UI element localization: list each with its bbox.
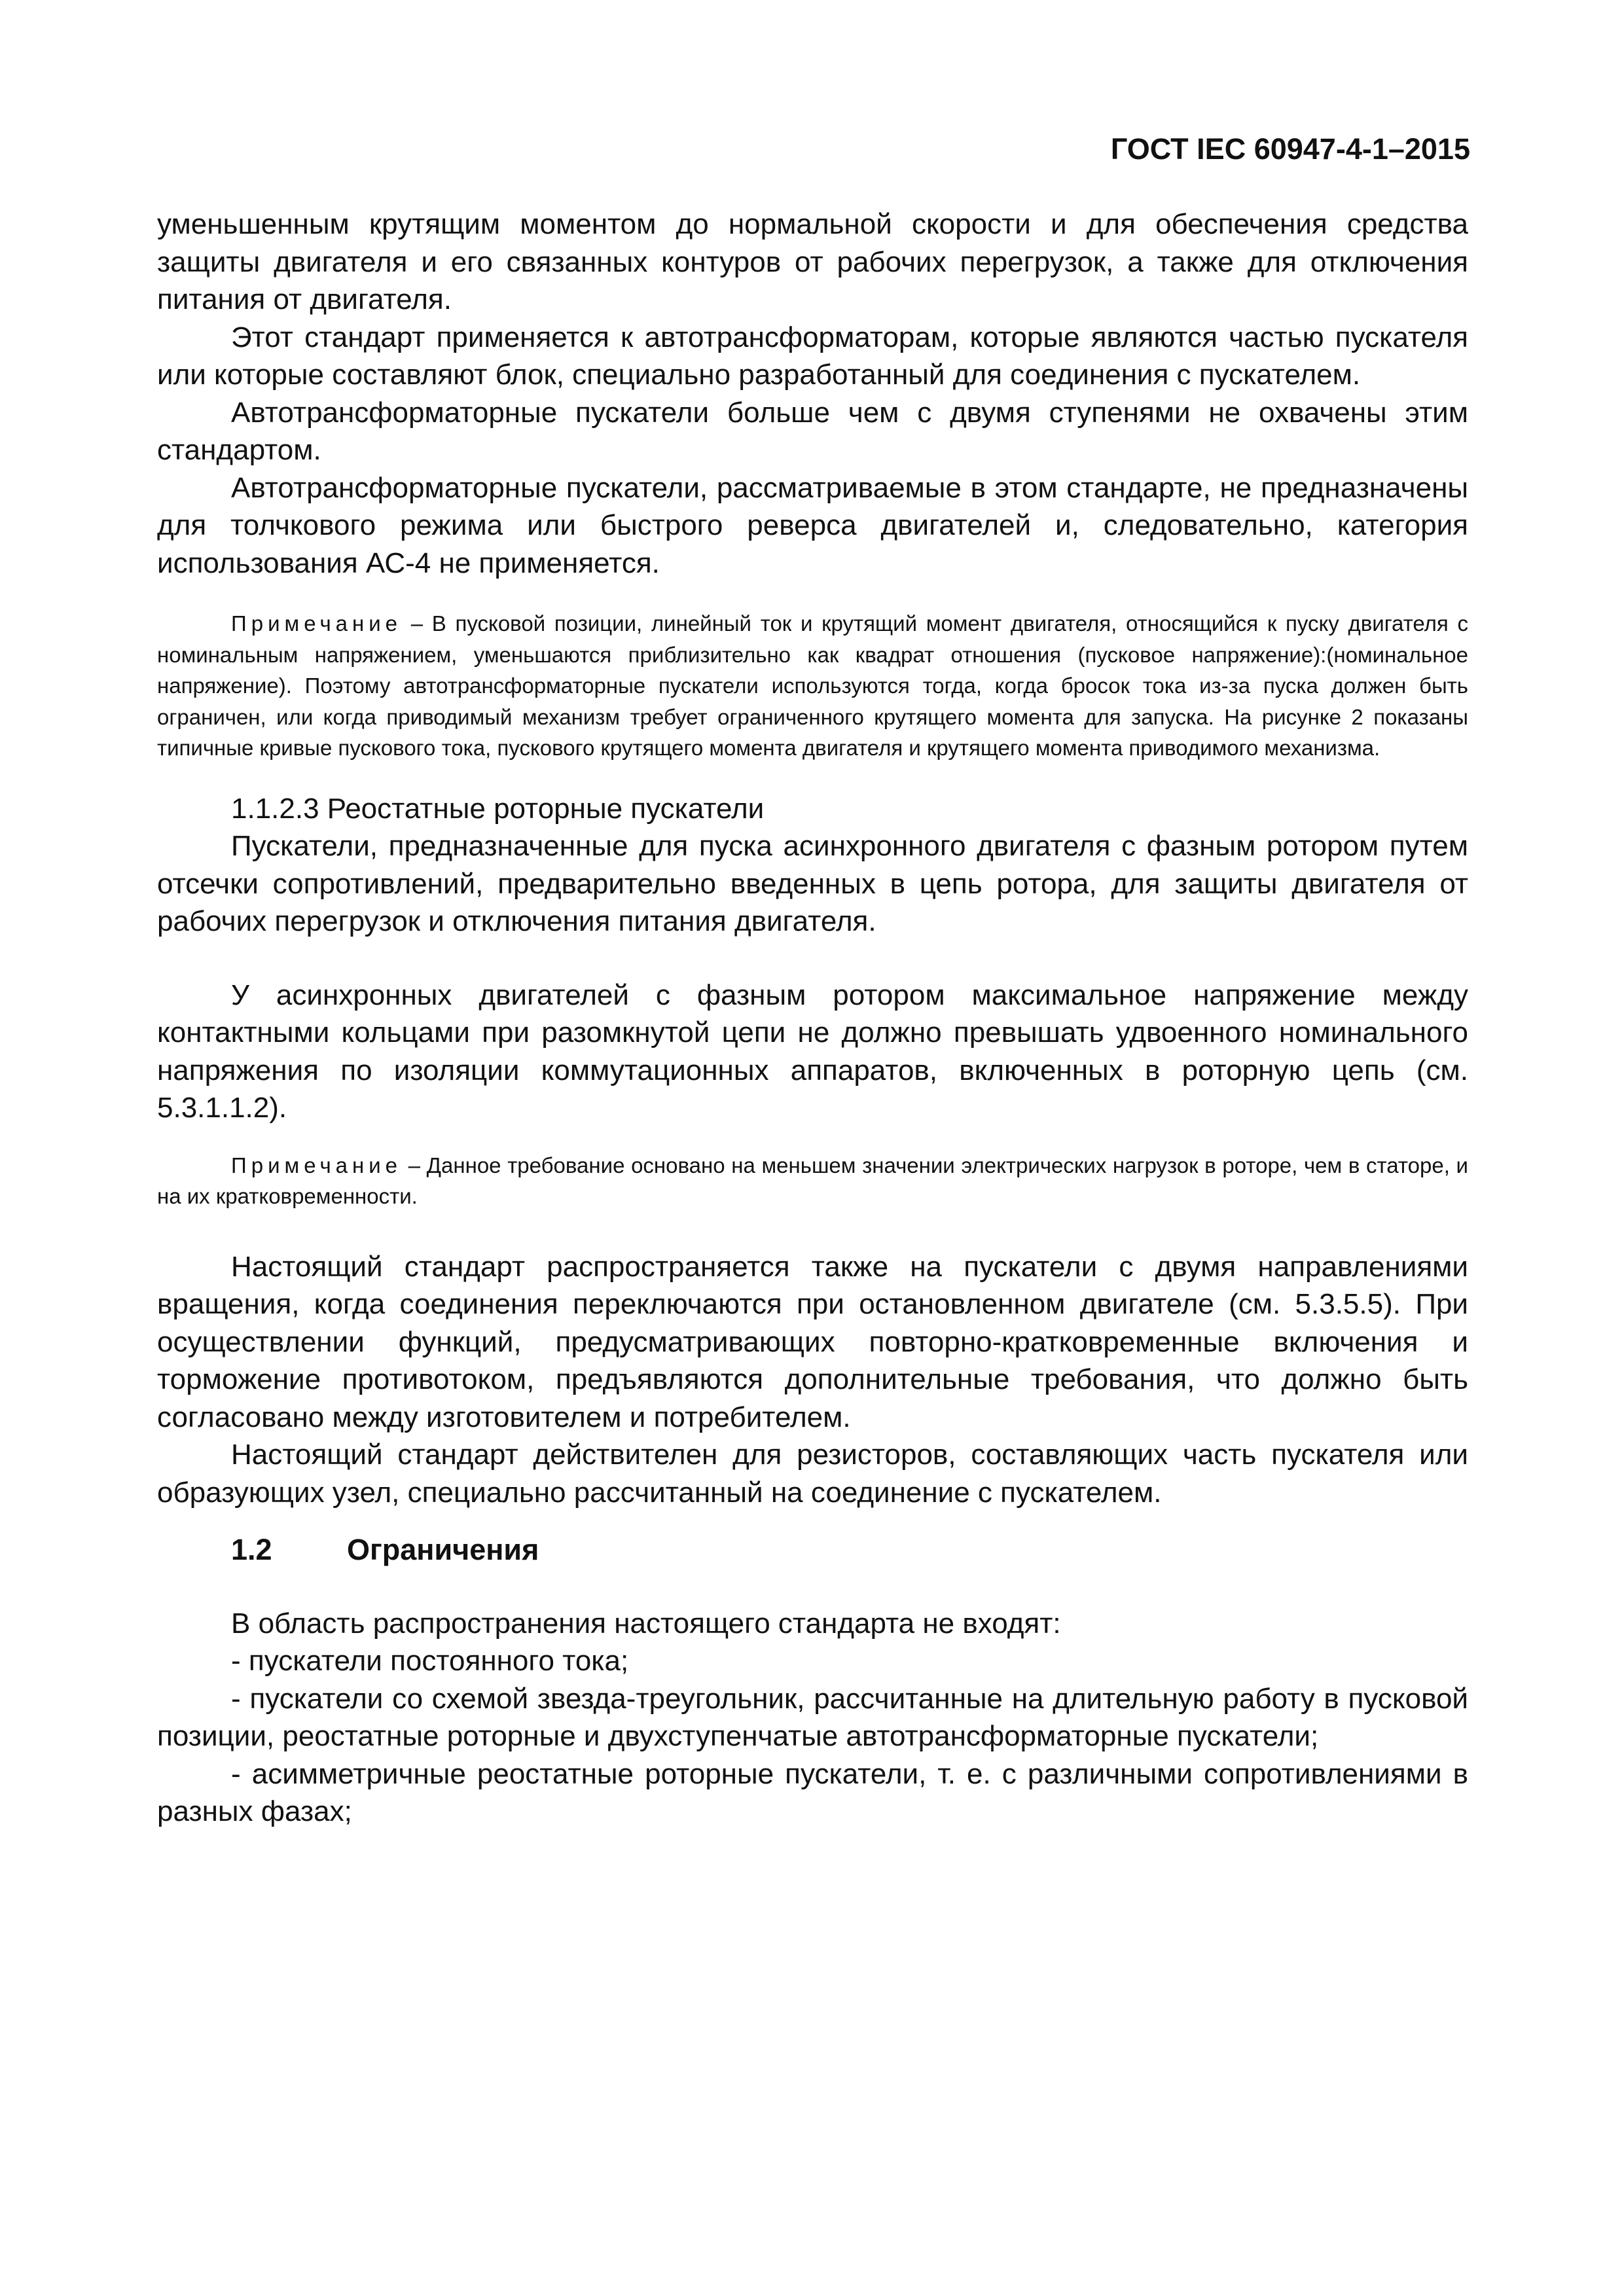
note-label: Примечание [231,1153,403,1177]
paragraph: уменьшенным крутящим моментом до нормальной скорости и для обеспечения средства защиты двигателя и его связанных контуров от рабочих перегрузок, а также для отключения питания от двигателя. [157,208,1468,315]
paragraph: У асинхронных двигателей с фазным ротором максимальное напряжение между контактными кольцами при разомкнутой цепи не должно превышать удвоенного номинального напряжения по изоляции коммутационных аппаратов, включенных в роторную цепь (см. 5.3.1.1.2). [157,978,1468,1124]
note-text: – В пусковой позиции, линейный ток и крутящий момент двигателя, относящийся к пуску двигателя с номинальным напряжением, уменьшаются приблизительно как квадрат отношения (пусковое напряжение):(номинальное напряжение). Поэтому автотрансформаторные пускатели используются тогда, когда бросок тока из-за пуска должен быть ограничен, или когда приводимый механизм требует ограниченного крутящего момента для запуска. На рисунке 2 показаны типичные кривые пускового тока, пускового крутящего момента двигателя и крутящего момента приводимого механизма. [157,611,1468,760]
subsection-title: 1.1.2.3 Реостатные роторные пускатели [231,792,765,825]
paragraph: В область распространения настоящего стандарта не входят: [231,1607,1061,1640]
note [157,1150,1468,1212]
note-text: – Данное требование основано на меньшем значении электрических нагрузок в роторе, чем в статоре, и на их кратковременности. [157,1153,1468,1208]
document-body [157,206,1468,1831]
list-item: - пускатели постоянного тока; [231,1645,629,1677]
paragraph: Пускатели, предназначенные для пуска асинхронного двигателя с фазным ротором путем отсечки сопротивлений, предварительно введенных в цепь ротора, для защиты двигателя от рабочих перегрузок и отключения питания двигателя. [157,830,1468,937]
section-title: Ограничения [347,1533,539,1566]
section-heading [157,1531,1468,1569]
paragraph: Автотрансформаторные пускатели, рассматриваемые в этом стандарте, не предназначены для толчкового режима или быстрого реверса двигателей и, следовательно, категория использования АС-4 не применяется. [157,471,1468,579]
paragraph: Этот стандарт применяется к автотрансформаторам, которые являются частью пускателя или которые составляют блок, специально разработанный для соединения с пускателем. [157,321,1468,391]
list-item: - пускатели со схемой звезда-треугольник, рассчитанные на длительную работу в пусковой позиции, реостатные роторные и двухступенчатые автотрансформаторные пускатели; [157,1682,1468,1752]
paragraph: Настоящий стандарт распространяется также на пускатели с двумя направлениями вращения, когда соединения переключаются при остановленном двигателе (см. 5.3.5.5). При осуществлении функций, предусматривающих повторно-кратковременные включения и торможение противотоком, предъявляются дополнительные требования, что должно быть согласовано между изготовителем и потребителем. [157,1250,1468,1433]
list-item: - асимметричные реостатные роторные пускатели, т. е. с различными сопротивлениями в разных фазах; [157,1757,1468,1827]
section-number: 1.2 [231,1533,272,1566]
paragraph: Автотрансформаторные пускатели больше чем с двумя ступенями не охвачены этим стандартом. [157,396,1468,466]
note-label: Примечание [231,611,403,636]
document-header: ГОСТ IEC 60947-4-1–2015 [1110,132,1470,166]
note [157,608,1468,764]
paragraph: Настоящий стандарт действителен для резисторов, составляющих часть пускателя или образующих узел, специально рассчитанный на соединение с пускателем. [157,1439,1468,1509]
